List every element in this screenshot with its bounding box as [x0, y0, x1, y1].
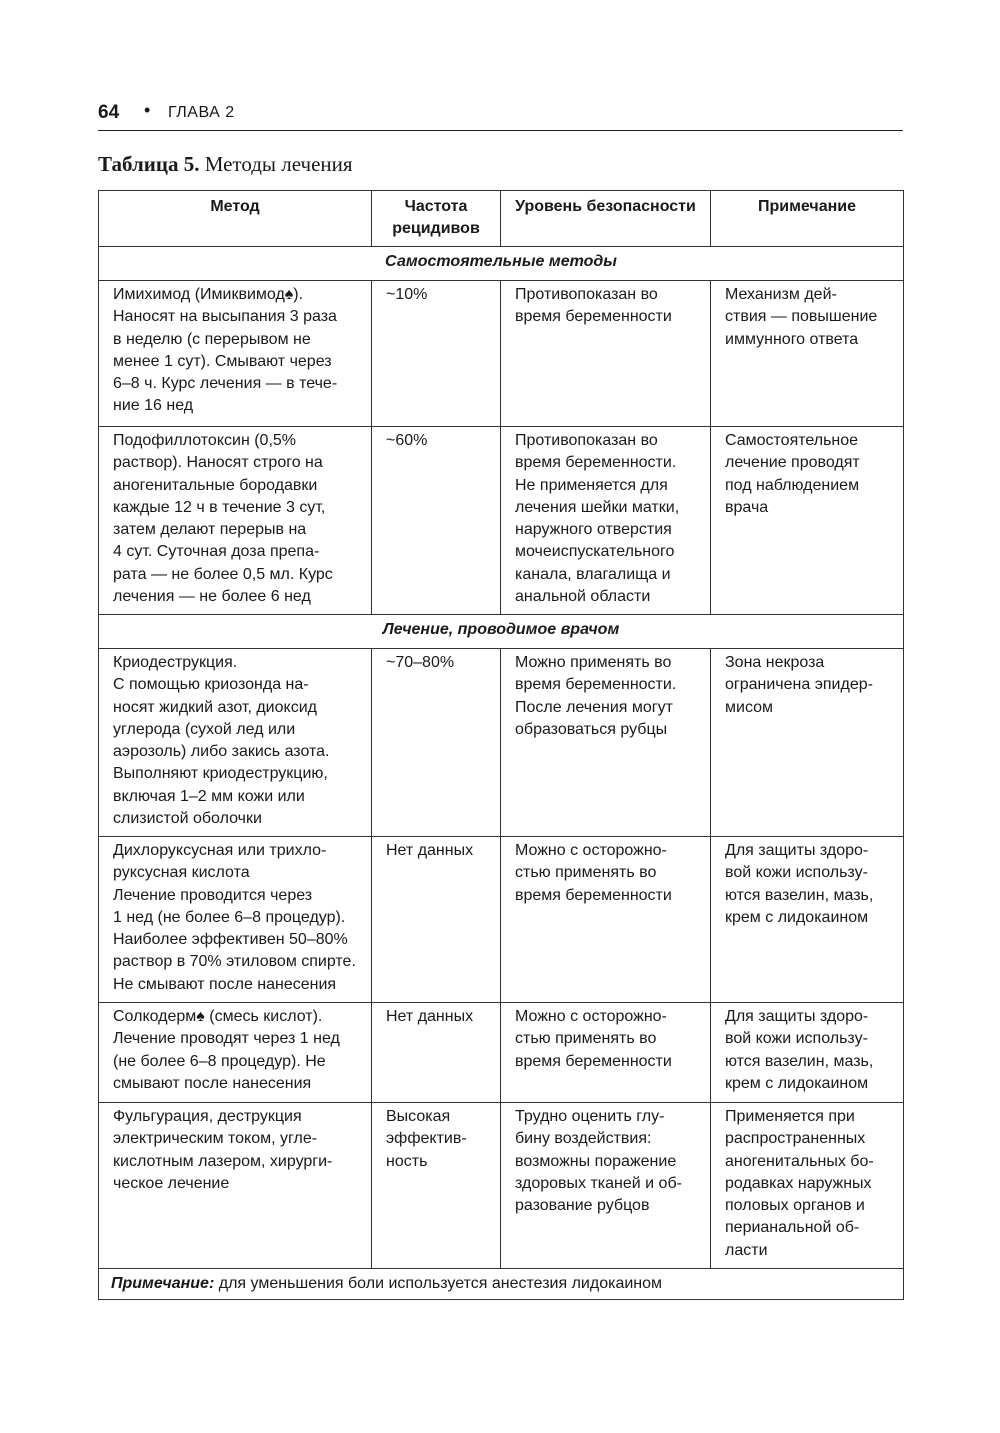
treatment-methods-table — [98, 190, 904, 1300]
table-caption-title: Методы лечения — [204, 152, 353, 176]
note-cell: Применяется при распространенных аногенитальных бо- родавках наружных половых органов и перианальной об- ласти — [711, 1103, 904, 1269]
table-row — [99, 1003, 904, 1103]
column-header-safety: Уровень безопасности — [501, 191, 711, 247]
note-cell: Для защиты здоро- вой кожи использу- ются вазелин, мазь, крем с лидокаином — [711, 837, 904, 1003]
section-row — [99, 615, 904, 649]
recurrence-cell: ~10% — [372, 281, 501, 427]
section-row — [99, 247, 904, 281]
method-cell: Солкодерм♠ (смесь кислот). Лечение проводят через 1 нед (не более 6–8 процедур). Не смывают после нанесения — [99, 1003, 372, 1103]
method-cell: Криодеструкция. С помощью криозонда на- носят жидкий азот, диоксид углерода (сухой лед или аэрозоль) либо закись азота. Выполняют криодеструкцию, включая 1–2 мм кожи или слизистой оболочки — [99, 649, 372, 837]
note-cell: Самостоятельное лечение проводят под наблюдением врача — [711, 427, 904, 615]
table-row — [99, 281, 904, 427]
safety-cell: Можно с осторожно- стью применять во время беременности — [501, 837, 711, 1003]
column-header-method: Метод — [99, 191, 372, 247]
method-cell: Фульгурация, деструкция электрическим током, угле- кислотным лазером, хирурги- ческое лечение — [99, 1103, 372, 1269]
method-cell: Имихимод (Имиквимод♠). Наносят на высыпания 3 раза в неделю (с перерывом не менее 1 сут). Смывают через 6–8 ч. Курс лечения — в тече- ние 16 нед — [99, 281, 372, 427]
table-header-row — [99, 191, 904, 247]
footnote-row — [99, 1269, 904, 1300]
table-footnote — [99, 1269, 904, 1300]
footnote-label: Примечание: — [111, 1275, 215, 1292]
chapter-title: ГЛАВА 2 — [168, 104, 235, 121]
note-cell: Зона некроза ограничена эпидер- мисом — [711, 649, 904, 837]
note-cell: Для защиты здоро- вой кожи использу- ются вазелин, мазь, крем с лидокаином — [711, 1003, 904, 1103]
footnote-text: для уменьшения боли используется анестезия лидокаином — [214, 1275, 663, 1292]
page-number: 64 — [98, 102, 120, 123]
table-row — [99, 1103, 904, 1269]
method-cell: Дихлоруксусная или трихло- руксусная кислота Лечение проводится через 1 нед (не более 6–8 процедур). Наиболее эффективен 50–80% раствор в 70% этиловом спирте. Не смывают после нанесения — [99, 837, 372, 1003]
table-row — [99, 649, 904, 837]
table-row — [99, 427, 904, 615]
method-cell: Подофиллотоксин (0,5% раствор). Наносят строго на аногенитальные бородавки каждые 12 ч в течение 3 сут, затем делают перерыв на 4 сут. Суточная доза препа- рата — не более 0,5 мл. Курс лечения — не более 6 нед — [99, 427, 372, 615]
table-caption-label: Таблица 5. — [98, 152, 200, 176]
section-title: Самостоятельные методы — [99, 247, 904, 281]
column-header-recurrence: Частота рецидивов — [372, 191, 501, 247]
table-caption — [98, 152, 353, 177]
note-cell: Механизм дей- ствия — повышение иммунного ответа — [711, 281, 904, 427]
section-title: Лечение, проводимое врачом — [99, 615, 904, 649]
safety-cell: Противопоказан во время беременности. Не применяется для лечения шейки матки, наружного отверстия мочеиспускательного канала, влагалища и анальной области — [501, 427, 711, 615]
table-row — [99, 837, 904, 1003]
recurrence-cell: ~60% — [372, 427, 501, 615]
running-head — [98, 98, 903, 131]
recurrence-cell: Высокая эффектив- ность — [372, 1103, 501, 1269]
column-header-note: Примечание — [711, 191, 904, 247]
recurrence-cell: Нет данных — [372, 837, 501, 1003]
safety-cell: Можно с осторожно- стью применять во время беременности — [501, 1003, 711, 1103]
bullet-icon: • — [144, 100, 151, 120]
safety-cell: Противопоказан во время беременности — [501, 281, 711, 427]
recurrence-cell: ~70–80% — [372, 649, 501, 837]
safety-cell: Трудно оценить глу- бину воздействия: возможны поражение здоровых тканей и об- разование рубцов — [501, 1103, 711, 1269]
recurrence-cell: Нет данных — [372, 1003, 501, 1103]
safety-cell: Можно применять во время беременности. После лечения могут образоваться рубцы — [501, 649, 711, 837]
